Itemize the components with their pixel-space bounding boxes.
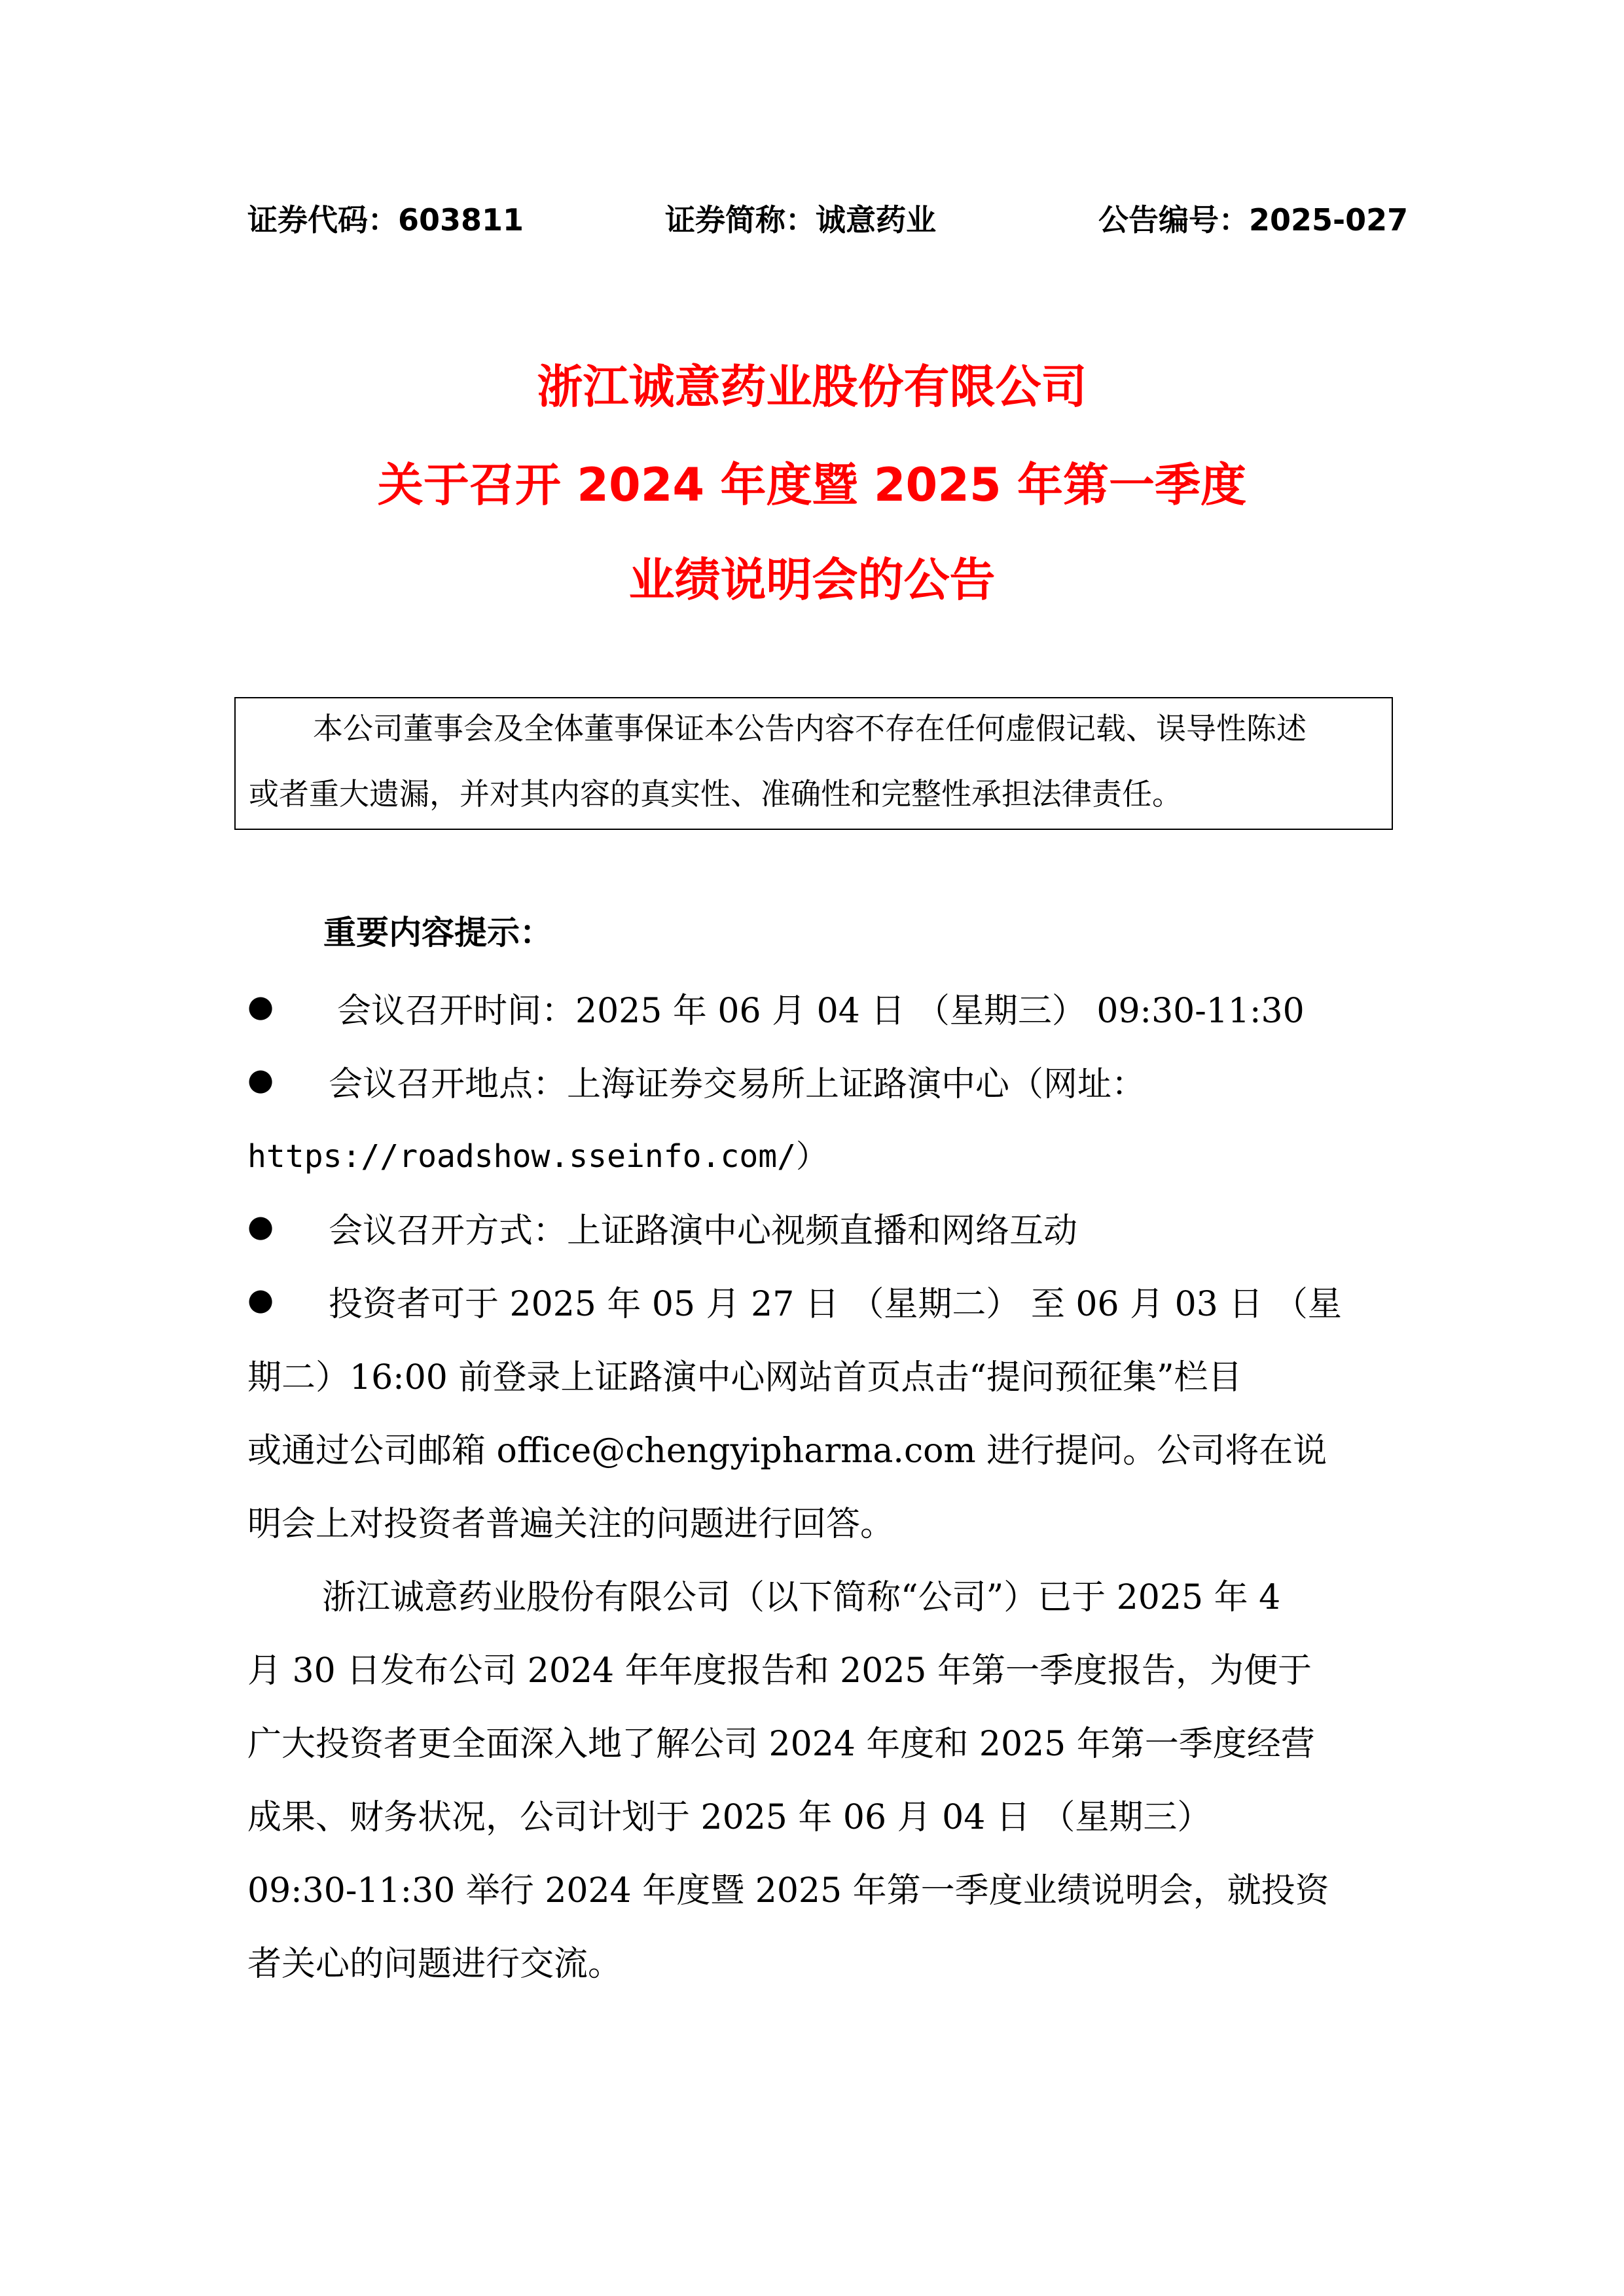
notice-line-2: 或者重大遗漏，并对其内容的真实性、准确性和完整性承担法律责任。: [249, 776, 1182, 812]
questions-line-4: 明会上对投资者普遍关注的问题进行回答。: [247, 1505, 895, 1544]
title-line-1: 浙江诚意药业股份有限公司: [537, 360, 1087, 414]
stock-short-name: 证券简称：诚意药业: [665, 202, 936, 238]
header-line: [247, 196, 1409, 242]
meeting-time: 会议召开时间：2025 年 06 月 04 日 （星期三） 09:30-11:30: [337, 992, 1305, 1031]
meeting-location: 会议召开地点：上海证券交易所上证路演中心（网址：: [329, 1065, 1146, 1104]
questions-line-2: 期二）16:00 前登录上证路演中心网站首页点击“提问预征集”栏目: [247, 1358, 1242, 1397]
meeting-url: https://roadshow.sseinfo.com/）: [247, 1138, 828, 1175]
body-line-2: 月 30 日发布公司 2024 年年度报告和 2025 年第一季度报告，为便于: [247, 1651, 1312, 1691]
questions-line-1: 投资者可于 2025 年 05 月 27 日 （星期二） 至 06 月 03 日 （星: [329, 1285, 1342, 1324]
board-guarantee-notice: [234, 697, 1393, 830]
notice-number: 公告编号：2025-027: [1098, 202, 1409, 238]
title-line-2: 关于召开 2024 年度暨 2025 年第一季度: [377, 458, 1247, 512]
stock-code: 证券代码：603811: [247, 202, 524, 238]
key-points-heading: 重要内容提示：: [323, 914, 552, 952]
title-line-3: 业绩说明会的公告: [628, 553, 996, 607]
bullet-icon: ●: [247, 988, 274, 1024]
bullet-icon: ●: [247, 1282, 274, 1317]
body-line-3: 广大投资者更全面深入地了解公司 2024 年度和 2025 年第一季度经营: [247, 1725, 1315, 1764]
body-line-6: 者关心的问题进行交流。: [247, 1945, 623, 1984]
bullet-icon: ●: [247, 1062, 274, 1097]
body-line-5: 09:30-11:30 举行 2024 年度暨 2025 年第一季度业绩说明会，就投资: [247, 1871, 1329, 1910]
meeting-format: 会议召开方式：上证路演中心视频直播和网络互动: [329, 1211, 1078, 1251]
body-line-4: 成果、财务状况，公司计划于 2025 年 06 月 04 日 （星期三）: [247, 1798, 1212, 1837]
notice-line-1: 本公司董事会及全体董事保证本公告内容不存在任何虚假记载、误导性陈述: [313, 711, 1307, 746]
questions-line-3: 或通过公司邮箱 office@chengyipharma.com 进行提问。公司将在说: [247, 1431, 1327, 1471]
bullet-icon: ●: [247, 1208, 274, 1244]
body-line-1: 浙江诚意药业股份有限公司（以下简称“公司”）已于 2025 年 4: [322, 1578, 1281, 1617]
